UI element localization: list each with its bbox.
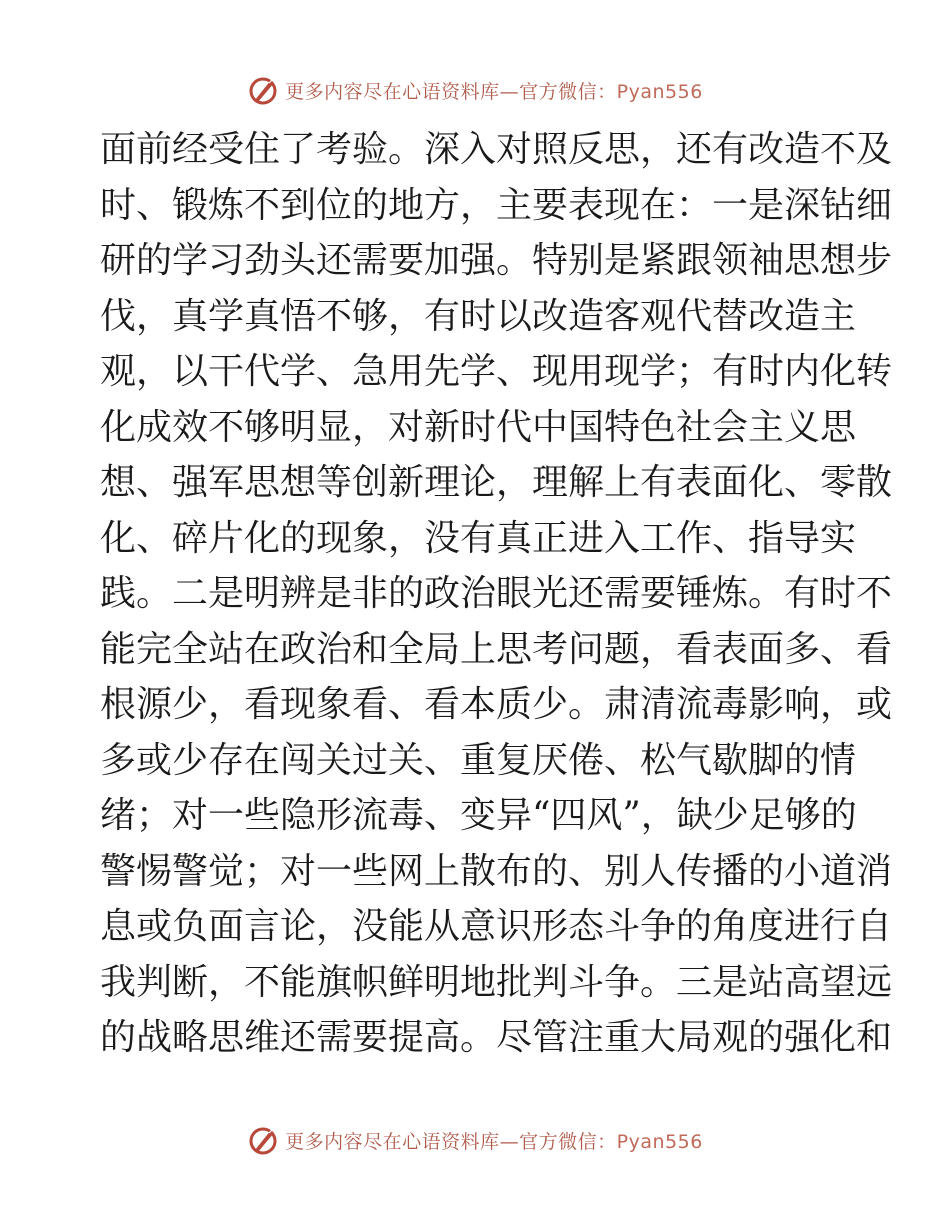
text-line: 观，以干代学、急用先学、现用现学；有时内化转 — [100, 351, 893, 392]
quill-circle-icon — [247, 74, 279, 106]
text-line: 我判断，不能旗帜鲜明地批判斗争。三是站高望远 — [100, 961, 893, 1003]
watermark-text: 更多内容尽在心语资料库—官方微信：Pyan556 — [285, 80, 703, 103]
text-line: 伐，真学真悟不够，有时以改造客观代替改造主 — [100, 295, 857, 337]
quill-circle-icon — [247, 1124, 279, 1156]
text-line: 想、强军思想等创新理论，理解上有表面化、零散 — [100, 462, 893, 503]
text-line: 息或负面言论，没能从意识形态斗争的角度进行自 — [100, 906, 893, 947]
text-line: 践。二是明辨是非的政治眼光还需要锤炼。有时不 — [100, 573, 893, 614]
header-watermark — [0, 70, 950, 110]
text-line: 的战略思维还需要提高。尽管注重大局观的强化和 — [100, 1017, 893, 1058]
watermark-text: 更多内容尽在心语资料库—官方微信：Pyan556 — [285, 1130, 703, 1153]
footer-watermark — [0, 1120, 950, 1160]
text-line: 能完全站在政治和全局上思考问题，看表面多、看 — [100, 628, 893, 670]
text-line: 多或少存在闯关过关、重复厌倦、松气歇脚的情 — [100, 739, 857, 781]
document-body — [100, 122, 893, 1066]
text-line: 绪；对一些隐形流毒、变异“四风”，缺少足够的 — [100, 795, 857, 836]
text-line: 面前经受住了考验。深入对照反思，还有改造不及 — [100, 129, 893, 170]
text-line: 警惕警觉；对一些网上散布的、别人传播的小道消 — [100, 850, 893, 892]
text-line: 根源少，看现象看、看本质少。肃清流毒影响，或 — [100, 684, 893, 725]
text-line: 化成效不够明显，对新时代中国特色社会主义思 — [100, 406, 857, 448]
text-line: 时、锻炼不到位的地方，主要表现在：一是深钻细 — [100, 184, 893, 226]
text-line: 研的学习劲头还需要加强。特别是紧跟领袖思想步 — [100, 240, 893, 281]
text-line: 化、碎片化的现象，没有真正进入工作、指导实 — [100, 517, 857, 559]
